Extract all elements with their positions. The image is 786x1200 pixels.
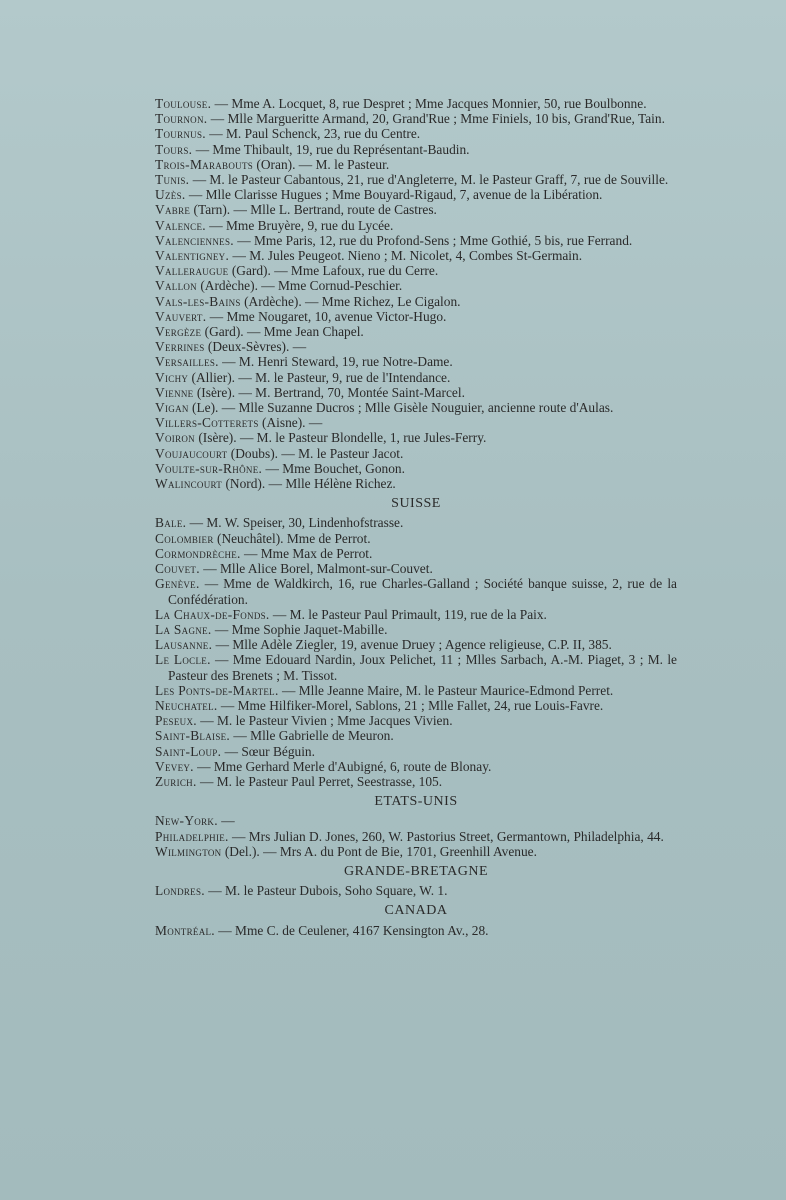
city-name: Londres.: [155, 883, 205, 899]
entry-contacts: — M. W. Speiser, 30, Lindenhofstrasse.: [186, 515, 404, 531]
city-name: Vals-les-Bains: [155, 293, 241, 309]
city-name: Le Locle.: [155, 652, 211, 668]
city-name: Tournus.: [155, 126, 206, 142]
entry-contacts: — M. Paul Schenck, 23, rue du Centre.: [205, 126, 421, 142]
entry-contacts: — M. le Pasteur Cabantous, 21, rue d'Angleterre, M. le Pasteur Graff, 7, rue de Souville.: [189, 172, 669, 188]
entry-contacts: (Allier). — M. le Pasteur, 9, rue de l'Intendance.: [188, 369, 451, 385]
city-name: La Chaux-de-Fonds.: [155, 606, 270, 622]
city-name: Peseux.: [155, 713, 197, 729]
directory-entry: [155, 637, 677, 652]
directory-entry: [155, 476, 677, 491]
directory-entry: [155, 576, 677, 606]
city-name: Vauvert.: [155, 308, 207, 324]
directory-entry: [155, 172, 677, 187]
city-name: Tournon.: [155, 111, 208, 127]
directory-entry: [155, 339, 677, 354]
entry-contacts: (Gard). — Mme Lafoux, rue du Cerre.: [228, 263, 439, 279]
directory-entry: [155, 142, 677, 157]
city-name: Neuchatel.: [155, 697, 218, 713]
entry-contacts: (Del.). — Mrs A. du Pont de Bie, 1701, Greenhill Avenue.: [221, 843, 537, 859]
directory-entry: [155, 713, 677, 728]
section-heading: ETATS-UNIS: [374, 794, 458, 810]
directory-entry: [155, 385, 677, 400]
entry-contacts: (Deux-Sèvres). —: [204, 339, 307, 355]
directory-entry: [155, 96, 677, 111]
city-name: Montréal.: [155, 922, 215, 938]
entry-contacts: — Mlle Clarisse Hugues ; Mme Bouyard-Rigaud, 7, avenue de la Libération.: [185, 187, 603, 203]
directory-entry: [155, 187, 677, 202]
entry-contacts: — M. le Pasteur Paul Perret, Seestrasse, 105.: [196, 773, 443, 789]
entry-contacts: (Isère). — M. le Pasteur Blondelle, 1, rue Jules-Ferry.: [194, 430, 487, 446]
directory-entry: [155, 461, 677, 476]
directory-entry: [155, 370, 677, 385]
directory-entry: [155, 233, 677, 248]
directory-entry: [155, 622, 677, 637]
entry-contacts: (Tarn). — Mlle L. Bertrand, route de Castres.: [190, 202, 437, 218]
city-name: Valentigney.: [155, 248, 230, 264]
entry-contacts: (Aisne). —: [258, 415, 323, 431]
directory-entry: [155, 844, 677, 859]
city-name: Cormondrèche.: [155, 545, 241, 561]
entry-contacts: (Ardèche). — Mme Cornud-Peschier.: [196, 278, 403, 294]
directory-entry: [155, 652, 677, 682]
entry-contacts: — Mme Bruyère, 9, rue du Lycée.: [205, 217, 394, 233]
section-heading: GRANDE-BRETAGNE: [343, 863, 489, 879]
entry-contacts: — Mme Thibault, 19, rue du Représentant-Baudin.: [192, 141, 470, 157]
city-name: Vichy: [155, 369, 189, 385]
city-name: Vevey.: [155, 758, 194, 774]
entry-contacts: — Mlle Gabrielle de Meuron.: [230, 728, 394, 744]
directory-entry: [155, 354, 677, 369]
directory-entry: [155, 126, 677, 141]
directory-entry: [155, 430, 677, 445]
directory-entry: [155, 111, 677, 126]
entry-contacts: — Mme A. Locquet, 8, rue Despret ; Mme Jacques Monnier, 50, rue Boulbonne.: [211, 96, 647, 111]
city-name: Tunis.: [155, 172, 190, 188]
city-name: Voulte-sur-Rhône.: [155, 460, 263, 476]
directory-entry: [155, 698, 677, 713]
city-name: Trois-Marabouts: [155, 156, 254, 172]
entry-contacts: (Neuchâtel). Mme de Perrot.: [213, 530, 371, 546]
entry-contacts: — Mme Gerhard Merle d'Aubigné, 6, route de Blonay.: [193, 758, 492, 774]
directory-entry: [155, 218, 677, 233]
directory-entry: [155, 515, 677, 530]
entry-contacts: — Mme Sophie Jaquet-Mabille.: [211, 621, 388, 637]
entry-contacts: — Mme Bouchet, Gonon.: [262, 460, 405, 476]
city-name: Valenciennes.: [155, 232, 234, 248]
entry-contacts: — Mrs Julian D. Jones, 260, W. Pastorius Street, Germantown, Philadelphia, 44.: [228, 828, 664, 844]
city-name: Villers-Cotterets: [155, 415, 259, 431]
directory-entry: [155, 415, 677, 430]
directory-entry: [155, 309, 677, 324]
entry-contacts: — Mme C. de Ceulener, 4167 Kensington Av., 28.: [214, 922, 489, 938]
city-name: Vigan: [155, 400, 189, 416]
city-name: Versailles.: [155, 354, 219, 370]
entry-contacts: — Mme Max de Perrot.: [240, 545, 373, 561]
city-name: Tours.: [155, 141, 193, 157]
city-name: Verrines: [155, 339, 205, 355]
entry-contacts: — Mlle Margueritte Armand, 20, Grand'Rue ; Mme Finiels, 10 bis, Grand'Rue, Tain.: [207, 111, 665, 127]
city-name: Valence.: [155, 217, 206, 233]
directory-entry: [155, 744, 677, 759]
directory-entry: [155, 546, 677, 561]
entry-contacts: (Nord). — Mlle Hélène Richez.: [222, 476, 396, 492]
directory-entry: [155, 774, 677, 789]
city-name: Genève.: [155, 576, 200, 592]
entry-contacts: (Gard). — Mme Jean Chapel.: [201, 324, 364, 340]
city-name: Voiron: [155, 430, 195, 446]
city-name: Couvet.: [155, 561, 200, 577]
directory-entry: [155, 829, 677, 844]
city-name: Vergèze: [155, 324, 202, 340]
city-name: Toulouse.: [155, 96, 212, 111]
city-name: Uzès.: [155, 187, 186, 203]
entry-contacts: — Mlle Adèle Ziegler, 19, avenue Druey ; Agence religieuse, C.P. II, 385.: [212, 637, 612, 653]
directory-entry: [155, 294, 677, 309]
entry-contacts: (Le). — Mlle Suzanne Ducros ; Mlle Gisèle Nouguier, ancienne route d'Aulas.: [188, 400, 614, 416]
city-name: Les Ponts-de-Martel.: [155, 682, 279, 698]
directory-entry: [155, 813, 677, 828]
city-name: Vallon: [155, 278, 197, 294]
directory-entry: [155, 923, 677, 938]
city-name: Saint-Loup.: [155, 743, 222, 759]
city-name: Lausanne.: [155, 637, 213, 653]
directory-entry: [155, 561, 677, 576]
directory-entry: [155, 263, 677, 278]
city-name: Bale.: [155, 515, 187, 531]
directory-entry: [155, 248, 677, 263]
directory-entry: [155, 531, 677, 546]
directory-entry: [155, 446, 677, 461]
entry-contacts: — Mlle Jeanne Maire, M. le Pasteur Maurice-Edmond Perret.: [278, 682, 614, 698]
directory-entry: [155, 202, 677, 217]
entry-contacts: (Doubs). — M. le Pasteur Jacot.: [227, 445, 404, 461]
directory-entry: [155, 883, 677, 898]
entry-contacts: (Oran). — M. le Pasteur.: [253, 156, 390, 172]
directory-entry: [155, 157, 677, 172]
entry-contacts: — M. le Pasteur Vivien ; Mme Jacques Vivien.: [196, 713, 453, 729]
city-name: Vabre: [155, 202, 191, 218]
directory-entry: [155, 400, 677, 415]
directory-entry: [155, 759, 677, 774]
entry-contacts: — M. le Pasteur Paul Primault, 119, rue de la Paix.: [269, 606, 547, 622]
entry-contacts: (Isère). — M. Bertrand, 70, Montée Saint-Marcel.: [193, 384, 465, 400]
entry-contacts: — Mlle Alice Borel, Malmont-sur-Couvet.: [199, 561, 433, 577]
city-name: La Sagne.: [155, 621, 212, 637]
entry-contacts: —: [217, 813, 235, 829]
city-name: Zurich.: [155, 773, 197, 789]
entry-contacts: — Mme Hilfiker-Morel, Sablons, 21 ; Mlle Fallet, 24, rue Louis-Favre.: [217, 697, 604, 713]
entry-contacts: — M. Henri Steward, 19, rue Notre-Dame.: [218, 354, 453, 370]
city-name: Valleraugue: [155, 263, 229, 279]
section-heading: CANADA: [384, 903, 448, 919]
city-name: Vienne: [155, 384, 194, 400]
directory-entry: [155, 728, 677, 743]
entry-contacts: — Sœur Béguin.: [221, 743, 315, 759]
city-name: Saint-Blaise.: [155, 728, 231, 744]
entry-contacts: (Ardèche). — Mme Richez, Le Cigalon.: [240, 293, 461, 309]
directory-entry: [155, 278, 677, 293]
city-name: Walincourt: [155, 476, 223, 492]
entry-contacts: — Mme Edouard Nardin, Joux Pelichet, 11 ; Mlles Sarbach, A.-M. Piaget, 3 ; M. le Pasteur des Brenets ; M. Tissot.: [168, 652, 677, 683]
entry-contacts: — M. Jules Peugeot. Nieno ; M. Nicolet, 4, Combes St-Germain.: [229, 248, 583, 264]
directory-entry: [155, 324, 677, 339]
directory-entry: [155, 607, 677, 622]
directory-entry: [155, 683, 677, 698]
city-name: Colombier: [155, 530, 214, 546]
city-name: New-York.: [155, 813, 218, 829]
directory-list: [155, 96, 677, 938]
entry-contacts: — Mme Paris, 12, rue du Profond-Sens ; Mme Gothié, 5 bis, rue Ferrand.: [233, 232, 633, 248]
city-name: Philadelphie.: [155, 828, 229, 844]
section-heading: SUISSE: [391, 496, 441, 512]
entry-contacts: — Mme de Waldkirch, 16, rue Charles-Galland ; Société banque suisse, 2, rue de la Confédération.: [168, 576, 677, 607]
city-name: Voujaucourt: [155, 445, 228, 461]
entry-contacts: — Mme Nougaret, 10, avenue Victor-Hugo.: [206, 308, 447, 324]
entry-contacts: — M. le Pasteur Dubois, Soho Square, W. 1.: [204, 883, 448, 899]
city-name: Wilmington: [155, 843, 222, 859]
